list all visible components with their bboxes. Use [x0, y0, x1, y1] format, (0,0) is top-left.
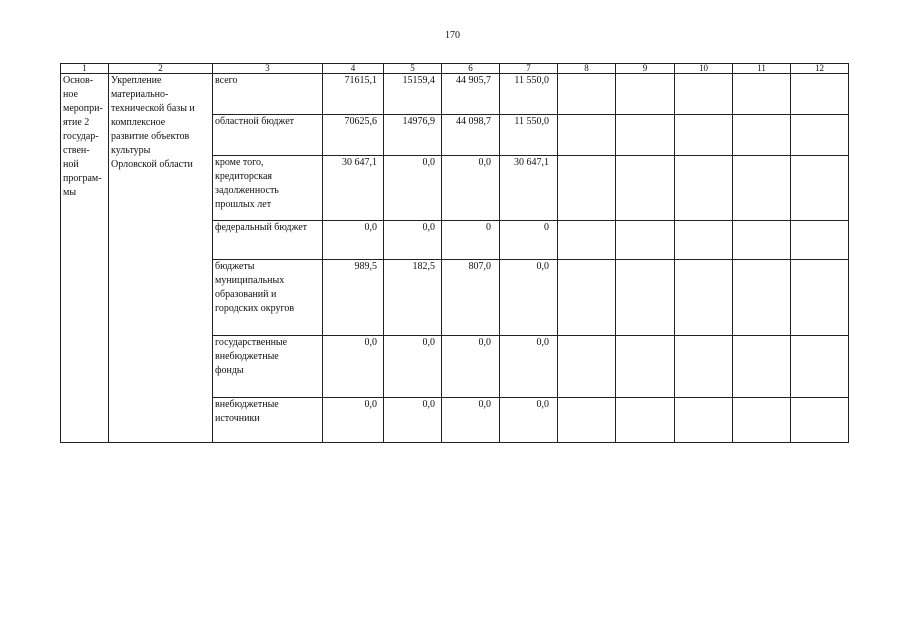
empty-cell: [791, 115, 849, 156]
amount-cell: 0,0: [323, 336, 384, 398]
empty-cell: [675, 74, 733, 115]
amount-cell: 0,0: [500, 260, 558, 336]
table-row: [61, 74, 849, 115]
empty-cell: [558, 221, 616, 260]
amount-cell: 14976,9: [384, 115, 442, 156]
amount-cell: 0,0: [442, 156, 500, 221]
budget-table: [60, 63, 849, 443]
amount-cell: 0,0: [384, 398, 442, 443]
empty-cell: [558, 336, 616, 398]
column-header: 11: [733, 64, 791, 74]
empty-cell: [558, 398, 616, 443]
empty-cell: [733, 74, 791, 115]
empty-cell: [733, 115, 791, 156]
funding-source-cell: кроме того, кредиторская задолженность прошлых лет: [213, 156, 323, 221]
amount-cell: 11 550,0: [500, 115, 558, 156]
empty-cell: [675, 221, 733, 260]
amount-cell: 70625,6: [323, 115, 384, 156]
amount-cell: 807,0: [442, 260, 500, 336]
column-header: 1: [61, 64, 109, 74]
empty-cell: [733, 398, 791, 443]
column-header: 4: [323, 64, 384, 74]
header-row: [61, 64, 849, 74]
funding-source-cell: бюджеты муниципальных образований и городских округов: [213, 260, 323, 336]
amount-cell: 0: [500, 221, 558, 260]
page-number: 170: [445, 30, 460, 41]
amount-cell: 0,0: [500, 336, 558, 398]
funding-source-cell: государственные внебюджетные фонды: [213, 336, 323, 398]
amount-cell: 0,0: [500, 398, 558, 443]
column-header: 9: [616, 64, 675, 74]
amount-cell: 0,0: [384, 336, 442, 398]
empty-cell: [675, 115, 733, 156]
amount-cell: 0,0: [442, 398, 500, 443]
funding-source-cell: внебюджетные источники: [213, 398, 323, 443]
empty-cell: [616, 336, 675, 398]
empty-cell: [791, 156, 849, 221]
empty-cell: [675, 260, 733, 336]
empty-cell: [791, 221, 849, 260]
funding-source-cell: всего: [213, 74, 323, 115]
column-header: 12: [791, 64, 849, 74]
amount-cell: 30 647,1: [323, 156, 384, 221]
amount-cell: 989,5: [323, 260, 384, 336]
empty-cell: [791, 260, 849, 336]
empty-cell: [616, 156, 675, 221]
empty-cell: [675, 398, 733, 443]
amount-cell: 182,5: [384, 260, 442, 336]
empty-cell: [616, 74, 675, 115]
amount-cell: 0,0: [323, 221, 384, 260]
column-header: 10: [675, 64, 733, 74]
column-header: 7: [500, 64, 558, 74]
empty-cell: [616, 398, 675, 443]
amount-cell: 71615,1: [323, 74, 384, 115]
amount-cell: 0,0: [442, 336, 500, 398]
empty-cell: [791, 398, 849, 443]
empty-cell: [733, 156, 791, 221]
empty-cell: [733, 221, 791, 260]
amount-cell: 30 647,1: [500, 156, 558, 221]
empty-cell: [791, 74, 849, 115]
amount-cell: 11 550,0: [500, 74, 558, 115]
column-header: 3: [213, 64, 323, 74]
empty-cell: [558, 74, 616, 115]
funding-source-cell: федеральный бюджет: [213, 221, 323, 260]
amount-cell: 0,0: [323, 398, 384, 443]
amount-cell: 0,0: [384, 221, 442, 260]
column-header: 2: [109, 64, 213, 74]
empty-cell: [558, 115, 616, 156]
empty-cell: [558, 156, 616, 221]
empty-cell: [558, 260, 616, 336]
amount-cell: 15159,4: [384, 74, 442, 115]
empty-cell: [616, 221, 675, 260]
empty-cell: [733, 336, 791, 398]
event-code-cell: Основ- ное меропри- ятие 2 государ- ствен- ной програм- мы: [61, 74, 109, 443]
column-header: 5: [384, 64, 442, 74]
empty-cell: [675, 156, 733, 221]
empty-cell: [616, 260, 675, 336]
amount-cell: 44 098,7: [442, 115, 500, 156]
event-name-cell: Укрепление материально- технической базы и комплексное развитие объектов культуры Орловской области: [109, 74, 213, 443]
amount-cell: 0,0: [384, 156, 442, 221]
empty-cell: [616, 115, 675, 156]
column-header: 6: [442, 64, 500, 74]
amount-cell: 0: [442, 221, 500, 260]
funding-source-cell: областной бюджет: [213, 115, 323, 156]
empty-cell: [791, 336, 849, 398]
column-header: 8: [558, 64, 616, 74]
empty-cell: [675, 336, 733, 398]
amount-cell: 44 905,7: [442, 74, 500, 115]
empty-cell: [733, 260, 791, 336]
